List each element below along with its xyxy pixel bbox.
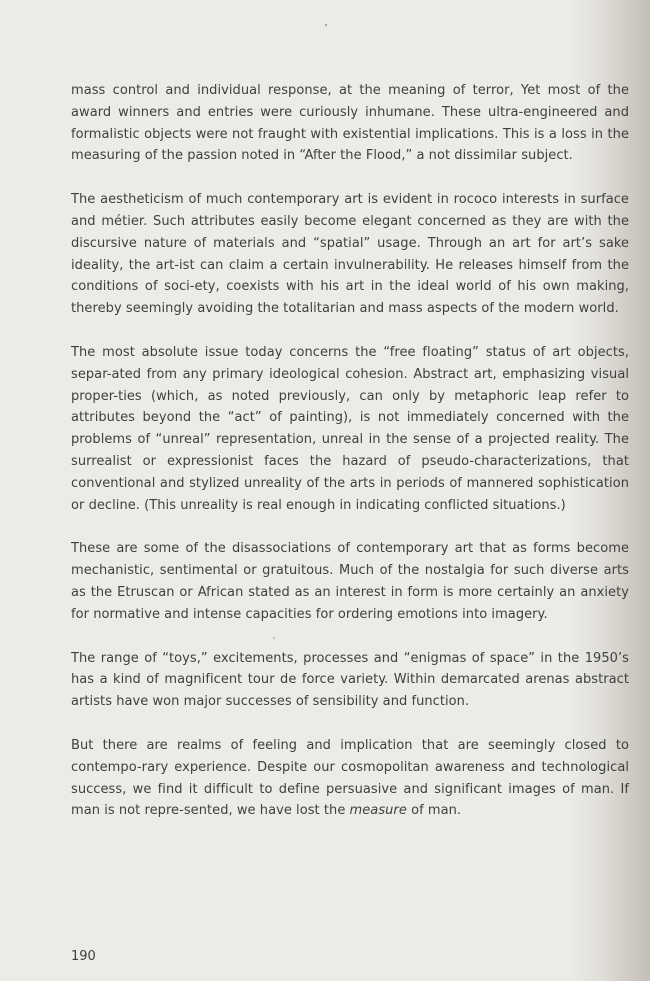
- page-number: 190: [71, 949, 96, 964]
- paragraph-6-emphasis: measure: [349, 803, 407, 819]
- paragraph-6: [71, 735, 629, 822]
- paragraph-3: The most absolute issue today concerns the “free floating” status of art objects, separ-ated from any primary ideological cohesion. Abstract art, emphasizing visual proper-ties (which, as noted previously, can only by metaphoric leap refer to attributes beyond the “act” of painting), is not immediately concerned with the problems of “unreal” representation, unreal in the sense of a projected reality. The surrealist or expressionist faces the hazard of pseudo-characterizations, that conventional and stylized unreality of the arts in periods of mannered sophistication or decline. (This unreality is real enough in indicating conflicted situations.): [71, 344, 629, 513]
- paragraph-2: The aestheticism of much contemporary art is evident in rococo interests in surface and métier. Such attributes easily become elegant concerned as they are with the discursive nature of materials and “spatial” usage. Through an art for art’s sake ideality, the art-ist can claim a certain invulnerability. He releases himself from the conditions of soci-ety, coexists with his art in the ideal world of his own making, thereby seemingly avoiding the totalitarian and mass aspects of the modern world.: [71, 192, 629, 317]
- paragraph-6-text-after: of man.: [406, 803, 462, 819]
- paragraph-4: These are some of the disassociations of contemporary art that as forms become mechanistic, sentimental or gratuitous. Much of the nostalgia for such diverse arts as the Etruscan or African stated as an interest in form is more certainly an anxiety for normative and intense capacities for ordering emotions into imagery.: [71, 541, 629, 622]
- paragraph-1: mass control and individual response, at the meaning of terror, Yet most of the award winners and entries were curiously inhumane. These ultra-engineered and formalistic objects were not fraught with existential implications. This is a loss in the measuring of the passion noted in “After the Flood,” a not dissimilar subject.: [71, 83, 629, 164]
- paragraph-5: The range of “toys,” excitements, processes and “enigmas of space” in the 1950’s has a kind of magnificent tour de force variety. Within demarcated arenas abstract artists have won major successes of sensibility and function.: [71, 650, 629, 710]
- top-speck-mark: [325, 24, 327, 26]
- body-text: [71, 80, 629, 844]
- paragraph-6-text-before: But there are realms of feeling and implication that are seemingly closed to contempo-rary experience. Despite our cosmopolitan awareness and technological success, we find it difficult to define persuasive and significant images of man. If man is not repre-sented, we have lost the: [71, 737, 629, 819]
